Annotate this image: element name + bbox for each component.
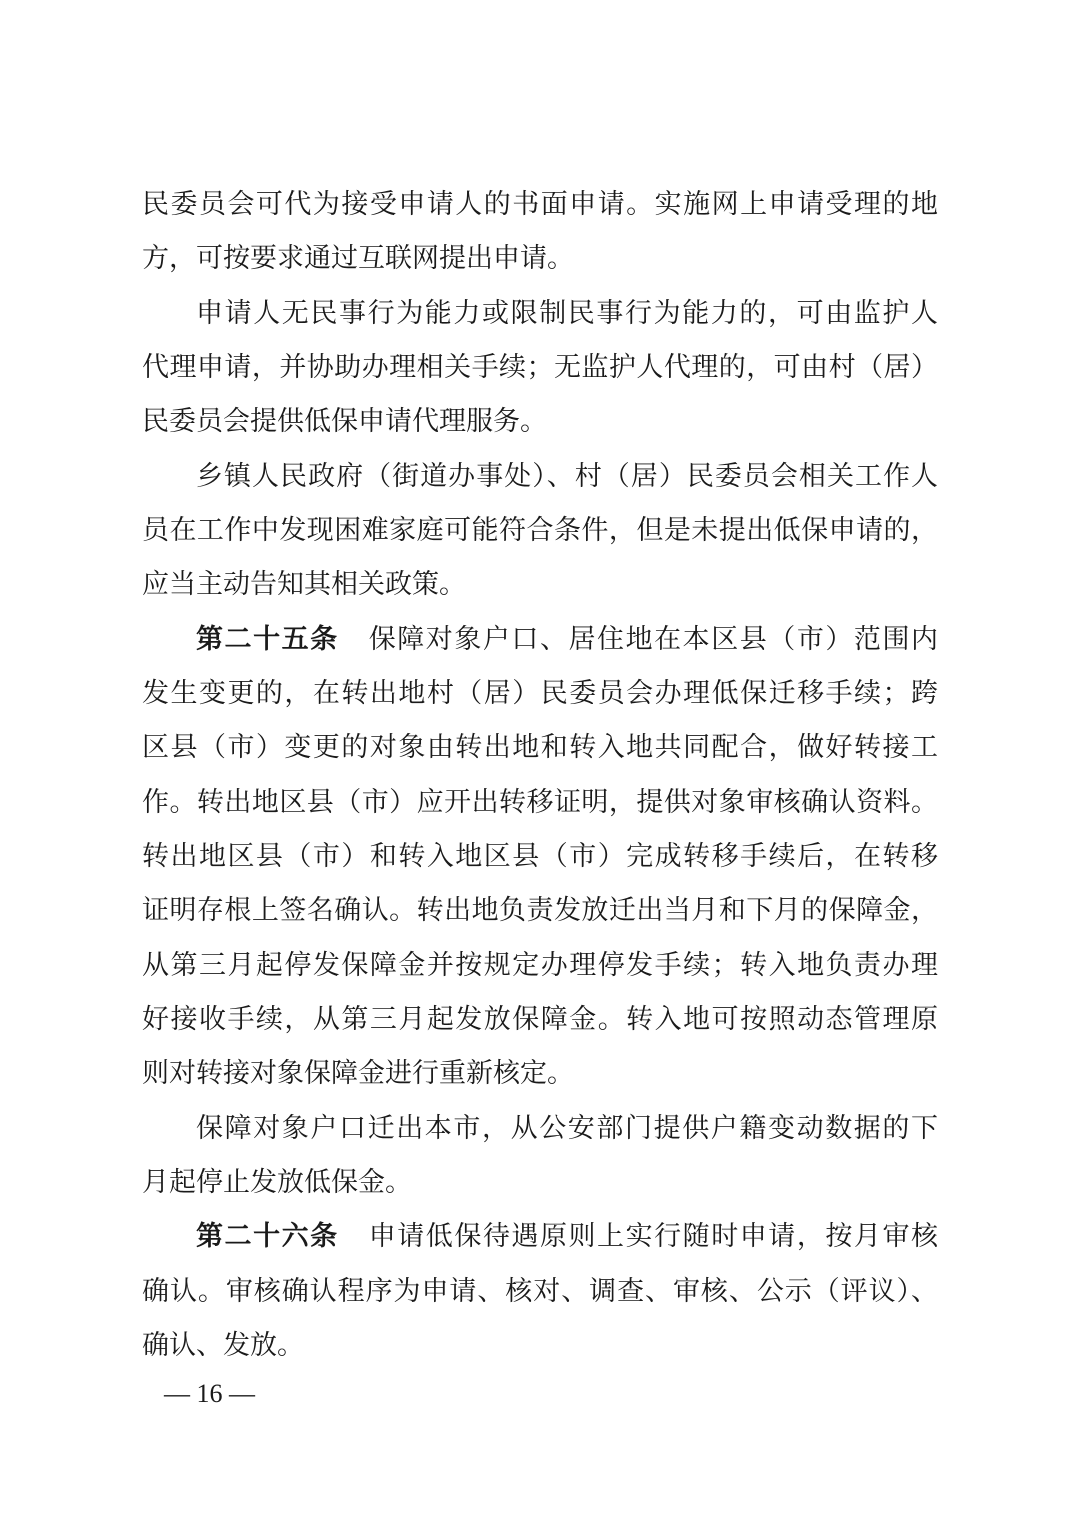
text-line: 方，可按要求通过互联网提出申请。 [142, 243, 574, 274]
text-line: 区县（市）变更的对象由转出地和转入地共同配合，做好转接工 [142, 732, 938, 763]
text-line: 民委员会可代为接受申请人的书面申请。实施网上申请受理的地 [142, 189, 938, 220]
text-line: 代理申请，并协助办理相关手续；无监护人代理的，可由村（居） [142, 352, 938, 383]
text-line: 保障对象户口迁出本市，从公安部门提供户籍变动数据的下 [196, 1113, 938, 1144]
text-line: 确认。审核确认程序为申请、核对、调查、审核、公示（评议）、 [142, 1276, 938, 1307]
text-line: 保障对象户口、居住地在本区县（市）范围内 [368, 624, 938, 655]
text-line: 申请低保待遇原则上实行随时申请，按月审核 [368, 1221, 938, 1252]
text-line: 月起停止发放低保金。 [142, 1167, 412, 1198]
text-line: 从第三月起停发保障金并按规定办理停发手续；转入地负责办理 [142, 950, 938, 981]
text-line: 乡镇人民政府（街道办事处）、村（居）民委员会相关工作人 [196, 461, 938, 492]
text-line: 证明存根上签名确认。转出地负责发放迁出当月和下月的保障金， [142, 895, 938, 926]
text-line: 发生变更的，在转出地村（居）民委员会办理低保迁移手续；跨 [142, 678, 938, 709]
article-number: 第二十六条 [196, 1221, 339, 1252]
text-line: 员在工作中发现困难家庭可能符合条件，但是未提出低保申请的， [142, 515, 938, 546]
article-first-line [196, 1215, 938, 1259]
text-line: 好接收手续，从第三月起发放保障金。转入地可按照动态管理原 [142, 1004, 938, 1035]
article-first-line [196, 618, 938, 662]
text-line: 则对转接对象保障金进行重新核定。 [142, 1058, 574, 1089]
text-line: 应当主动告知其相关政策。 [142, 569, 466, 600]
text-line: 民委员会提供低保申请代理服务。 [142, 406, 547, 437]
text-line: 转出地区县（市）和转入地区县（市）完成转移手续后，在转移 [142, 841, 938, 872]
article-number: 第二十五条 [196, 624, 339, 655]
text-line: 确认、发放。 [142, 1330, 304, 1361]
text-line: 作。转出地区县（市）应开出转移证明，提供对象审核确认资料。 [142, 787, 938, 818]
text-line: 申请人无民事行为能力或限制民事行为能力的，可由监护人 [196, 298, 938, 329]
page-number: — 16 — [164, 1379, 255, 1408]
